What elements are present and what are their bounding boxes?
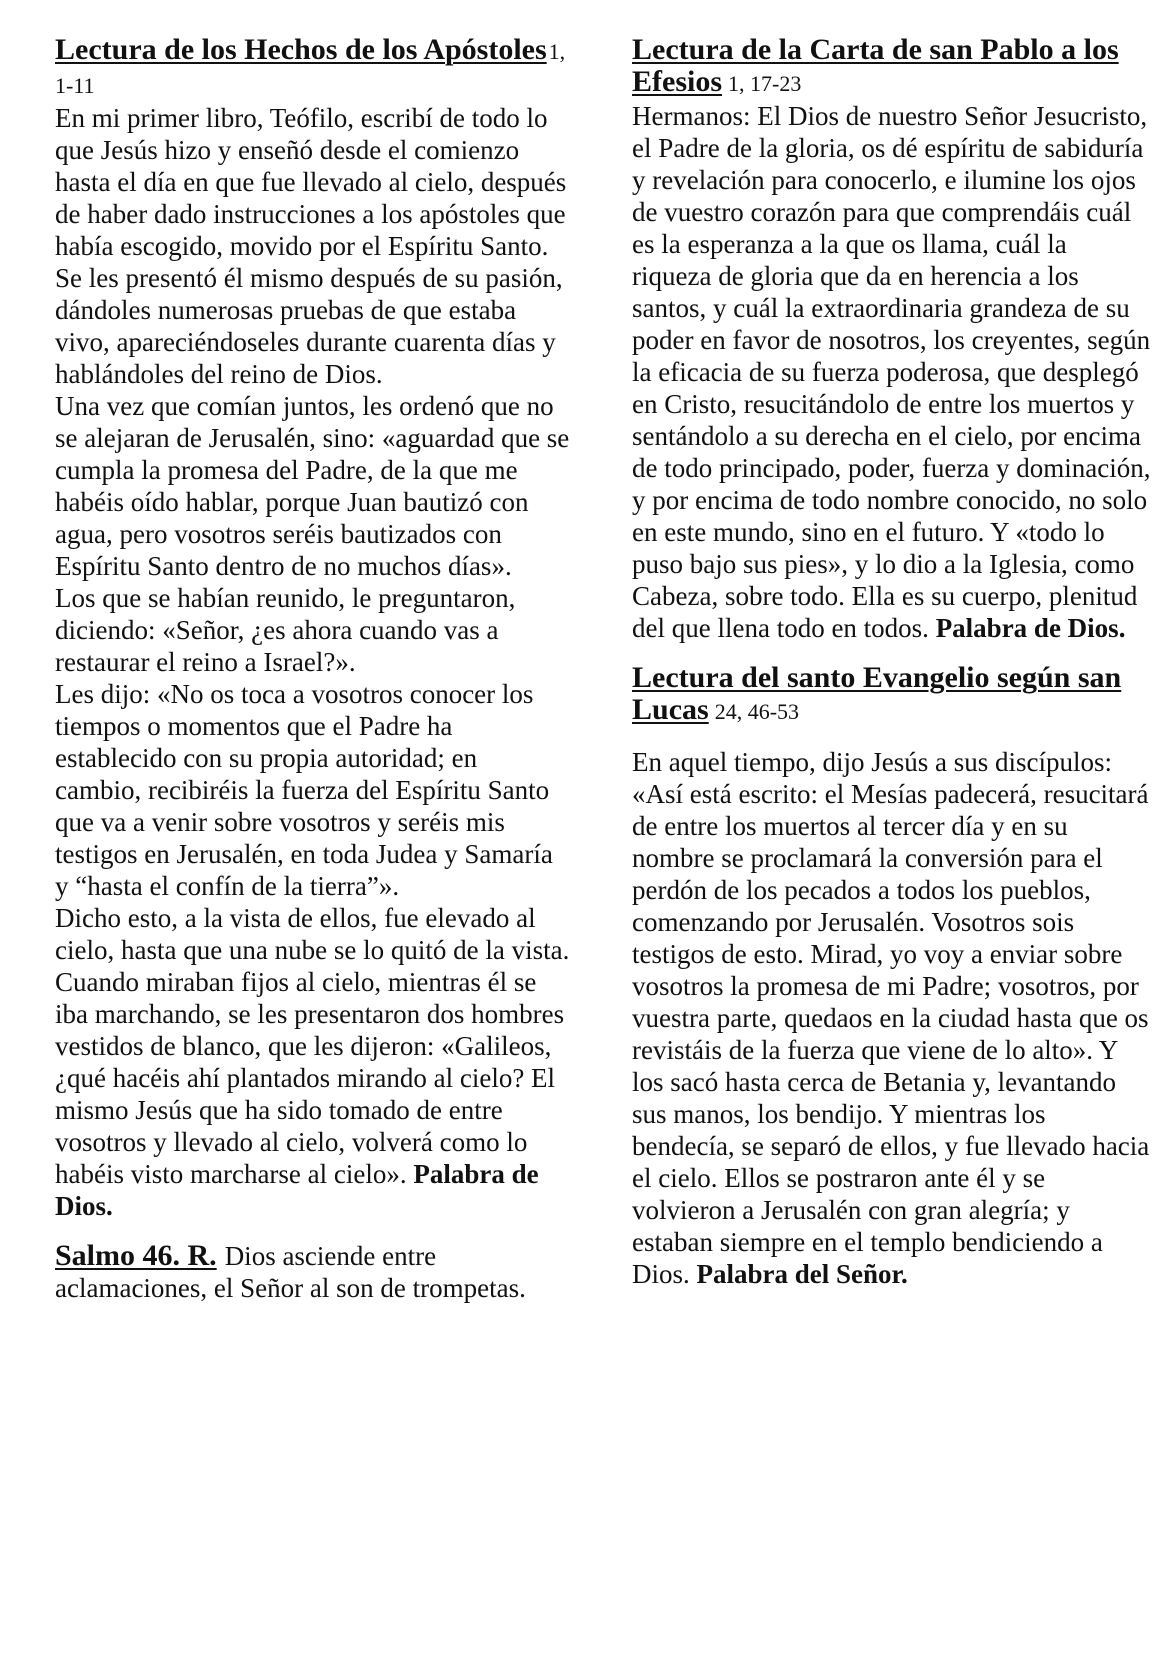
acts-paragraph-4: Los que se habían reunido, le preguntaron, diciendo: «Señor, ¿es ahora cuando vas a restaurar el reino a Israel?». [55,583,516,677]
acts-heading [55,34,570,102]
ephesians-closing: Palabra de Dios. [935,613,1126,643]
psalm-section [55,1240,570,1304]
gospel-closing: Palabra del Señor. [696,1259,908,1289]
acts-title: Lectura de los Hechos de los Apóstoles [55,33,547,66]
ephesians-body: Hermanos: El Dios de nuestro Señor Jesucristo, el Padre de la gloria, os dé espíritu de sabiduría y revelación para conocerlo, e ilumine los ojos de vuestro corazón para que comprendáis cuál es la esperanza a la que os llama, cuál la riqueza de gloria que da en herencia a los santos, y cuál la extraordinaria grandeza de su poder en favor de nosotros, los creyentes, según la eficacia de su fuerza poderosa, que desplegó en Cristo, resucitándolo de entre los muertos y sentándolo a su derecha en el cielo, por encima de todo principado, poder, fuerza y dominación, y por encima de todo nombre conocido, no solo en este mundo, sino en el futuro. Y «todo lo puso bajo sus pies», y lo dio a la Iglesia, como Cabeza, sobre todo. Ella es su cuerpo, plenitud del que llena todo en todos. [632,101,1151,643]
gospel-body: En aquel tiempo, dijo Jesús a sus discípulos: «Así está escrito: el Mesías padecerá, resucitará de entre los muertos al tercer día y en su nombre se proclamará la conversión para el perdón de los pecados a todos los pueblos, comenzando por Jerusalén. Vosotros sois testigos de esto. Mirad, yo voy a enviar sobre vosotros la promesa de mi Padre; vosotros, por vuestra parte, quedaos en la ciudad hasta que os revistáis de la fuerza que viene de lo alto». Y los sacó hasta cerca de Betania y, levantando sus manos, los bendijo. Y mientras los bendecía, se separó de ellos, y fue llevado hacia el cielo. Ellos se postraron ante él y se volvieron a Jerusalén con gran alegría; y estaban siempre en el templo bendiciendo a Dios. [632,747,1150,1289]
ephesians-heading [632,34,1152,100]
acts-paragraph-2: Se les presentó él mismo después de su pasión, dándoles numerosas pruebas de que estaba vivo, apareciéndoseles durante cuarenta días y hablándoles del reino de Dios. [55,263,563,389]
acts-paragraph-3: Una vez que comían juntos, les ordenó que no se alejaran de Jerusalén, sino: «aguardad que se cumpla la promesa del Padre, de la que me habéis oído hablar, porque Juan bautizó con agua, pero vosotros seréis bautizados con Espíritu Santo dentro de no muchos días». [55,391,570,581]
gospel-title: Lectura del santo Evangelio según san Lucas [632,661,1122,726]
right-column [632,34,1152,1290]
psalm-title: Salmo 46. R. [55,1239,217,1272]
psalm-response: Dios asciende entre aclamaciones, el Señor al son de trompetas. [55,1241,526,1303]
acts-closing: Palabra de Dios. [55,1159,539,1221]
gospel-reading [632,662,1152,1290]
acts-reference: 1, 1-11 [55,39,566,98]
acts-paragraph-5: Les dijo: «No os toca a vosotros conocer los tiempos o momentos que el Padre ha establecido con su propia autoridad; en cambio, recibiréis la fuerza del Espíritu Santo que va a venir sobre vosotros y seréis mis testigos en Jerusalén, en toda Judea y Samaría y “hasta el confín de la tierra”». [55,679,553,901]
acts-paragraph-6: Dicho esto, a la vista de ellos, fue elevado al cielo, hasta que una nube se lo quitó de la vista. Cuando miraban fijos al cielo, mientras él se iba marchando, se les presentaron dos hombres vestidos de blanco, que les dijeron: «Galileos, ¿qué hacéis ahí plantados mirando al cielo? El mismo Jesús que ha sido tomado de entre vosotros y llevado al cielo, volverá como lo habéis visto marcharse al cielo». [55,903,570,1189]
acts-paragraph-1: En mi primer libro, Teófilo, escribí de todo lo que Jesús hizo y enseñó desde el comienzo hasta el día en que fue llevado al cielo, después de haber dado instrucciones a los apóstoles que había escogido, movido por el Espíritu Santo. [55,103,567,261]
ephesians-title: Lectura de la Carta de san Pablo a los Efesios [632,33,1119,98]
acts-reading [55,34,570,1222]
gospel-heading-spacer [632,728,1152,746]
left-column [55,34,570,1304]
gospel-reference: 24, 46-53 [714,699,800,724]
ephesians-reading [632,34,1152,644]
ephesians-reference: 1, 17-23 [728,71,802,96]
gospel-heading [632,662,1152,728]
